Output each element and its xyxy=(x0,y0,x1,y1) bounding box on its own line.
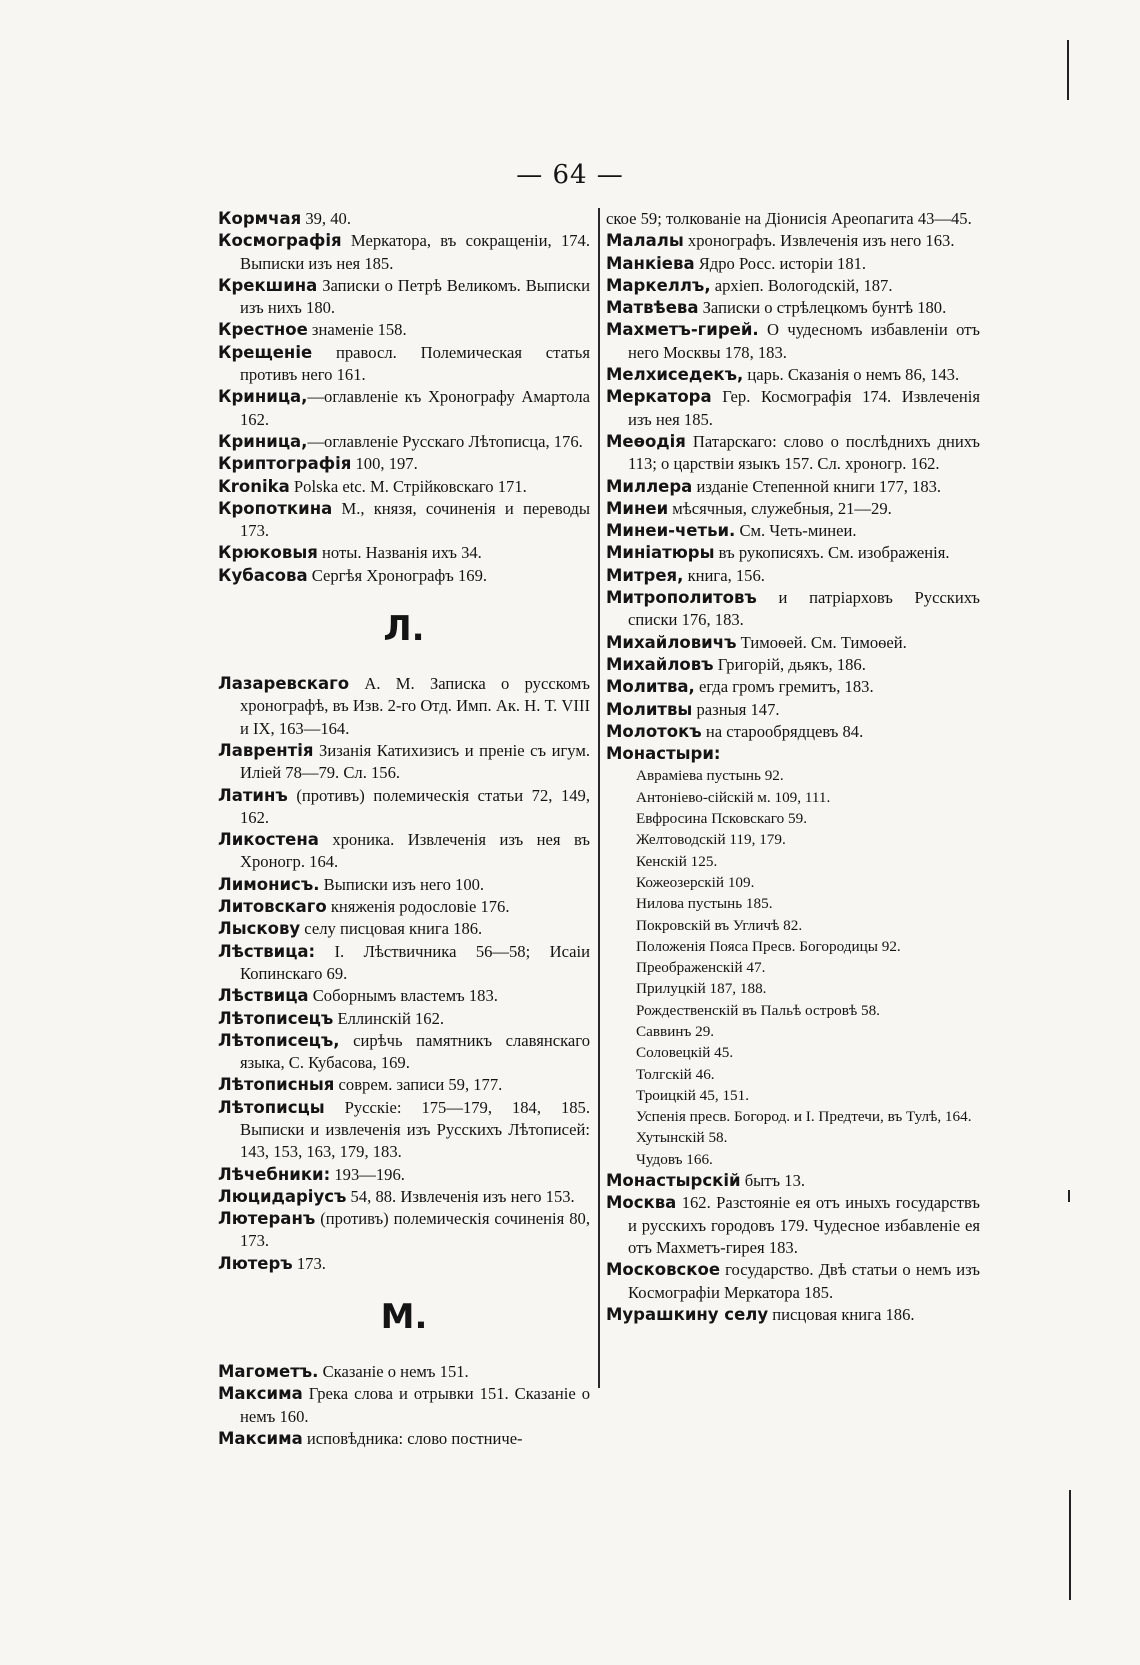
entry-headword: Мурашкину селу xyxy=(606,1304,769,1324)
index-entry xyxy=(218,985,590,1007)
entry-headword: Кропоткина xyxy=(218,498,333,518)
index-entry xyxy=(218,941,590,986)
monastery-item: Евфросина Псковскаго 59. xyxy=(636,810,808,828)
index-entry xyxy=(218,1186,590,1208)
entry-headword: Лаврентія xyxy=(218,740,314,760)
monastery-item: Нилова пустынь 185. xyxy=(636,895,773,913)
entry-text: 54, 88. Извлеченія изъ него 153. xyxy=(346,1186,575,1206)
entry-text: ноты. Названія ихъ 34. xyxy=(317,543,482,563)
entry-text: ское 59; толкованіе на Діонисія Ареопагита 43—45. xyxy=(606,209,972,228)
monastery-item: Хутынскій 58. xyxy=(636,1129,728,1147)
entry-headword: Матвѣева xyxy=(606,298,699,318)
entry-headword: Крюковыя xyxy=(218,543,318,563)
index-entry xyxy=(606,364,980,386)
index-entry xyxy=(218,1383,590,1428)
entry-text: Сказаніе о немъ 151. xyxy=(318,1362,469,1382)
index-entry xyxy=(606,1304,980,1326)
index-entry xyxy=(218,1074,590,1096)
entry-headword: Мелхиседекъ, xyxy=(606,365,744,385)
entry-headword: Лѣтописныя xyxy=(218,1075,335,1095)
entry-headword: Крещеніе xyxy=(218,342,313,362)
entry-text: Выписки изъ него 100. xyxy=(319,874,485,894)
entry-headword: Лѣтописецъ, xyxy=(218,1030,340,1050)
entry-text: Сергѣя Хронографъ 169. xyxy=(307,565,488,585)
entry-headword: Маркеллъ, xyxy=(606,275,711,295)
index-entry xyxy=(606,386,980,431)
index-entry xyxy=(218,498,590,543)
entry-text: 193—196. xyxy=(330,1164,405,1184)
entry-text: царь. Сказанія о немъ 86, 143. xyxy=(743,365,960,385)
left-column xyxy=(218,208,590,1450)
entry-text: хронографъ. Извлеченія изъ него 163. xyxy=(683,231,955,251)
index-entry xyxy=(218,1030,590,1075)
index-entry xyxy=(606,721,980,743)
entry-text: 162. Разстояніе ея отъ иныхъ государствъ и русскихъ городовъ 179. Чудесное избавленіе ея отъ Махметъ-гирея 183. xyxy=(628,1193,980,1257)
entry-headword: Латинъ xyxy=(218,785,288,805)
entry-text: Записки о Петрѣ Великомъ. Выписки изъ нихъ 180. xyxy=(240,275,590,318)
index-entry xyxy=(606,632,980,654)
entry-text: сирѣчь памятникъ славянскаго языка, С. Кубасова, 169. xyxy=(240,1030,590,1073)
monastery-item: Желтоводскій 119, 179. xyxy=(636,831,786,849)
index-entry xyxy=(218,673,590,740)
monastery-item: Положенія Пояса Пресв. Богородицы 92. xyxy=(636,937,901,955)
margin-mark xyxy=(1069,1490,1071,1600)
entries-m xyxy=(218,1361,590,1450)
entry-text: Polska etc. М. Стрійковскаго 171. xyxy=(289,476,527,496)
index-entry xyxy=(218,1208,590,1253)
entry-text: —оглавленіе Русскаго Лѣтописца, 176. xyxy=(307,431,583,451)
entries-right-top xyxy=(606,208,980,765)
index-entry xyxy=(218,342,590,387)
margin-mark xyxy=(1067,40,1069,100)
monastery-item: Саввинъ 29. xyxy=(636,1022,715,1040)
entry-headword: Магометъ. xyxy=(218,1362,319,1382)
entry-headword: Манкіева xyxy=(606,253,695,273)
index-entry xyxy=(606,431,980,476)
monasteries-list xyxy=(606,765,980,1170)
index-entry xyxy=(218,1361,590,1383)
entry-text: —оглавленіе къ Хронографу Амартола 162. xyxy=(240,387,590,429)
index-entry xyxy=(606,542,980,564)
entry-text: писцовая книга 186. xyxy=(768,1304,915,1324)
entry-headword: Люцидаріусъ xyxy=(218,1186,347,1206)
index-entry xyxy=(218,740,590,785)
entry-text: А. М. Записка о русскомъ хронографѣ, въ Изв. 2-го Отд. Имп. Ак. Н. Т. VIII и IX, 163—164. xyxy=(240,674,590,738)
entry-headword: Лыскову xyxy=(218,919,301,939)
entry-headword: Михайловъ xyxy=(606,654,714,674)
index-entry xyxy=(606,253,980,275)
entries-l xyxy=(218,673,590,1275)
right-column xyxy=(606,208,980,1326)
entries-k xyxy=(218,208,590,587)
entry-text: разныя 147. xyxy=(692,699,780,719)
entry-text: Грека слова и отрывки 151. Сказаніе о немъ 160. xyxy=(240,1384,590,1426)
column-divider xyxy=(598,208,600,1388)
entry-text: Ядро Росс. исторіи 181. xyxy=(694,253,867,273)
monastery-item: Прилуцкій 187, 188. xyxy=(636,980,767,998)
entry-text: въ рукописяхъ. См. изображенія. xyxy=(714,543,950,563)
index-entry xyxy=(606,1170,980,1192)
monastery-item: Авраміева пустынь 92. xyxy=(636,767,784,785)
index-entry xyxy=(606,275,980,297)
margin-mark xyxy=(1068,1190,1070,1202)
entry-text: книга, 156. xyxy=(683,565,765,585)
entry-headword: Москва xyxy=(606,1193,677,1213)
index-entry xyxy=(606,297,980,319)
index-entry xyxy=(218,1253,590,1275)
index-entry xyxy=(218,565,590,587)
index-entry xyxy=(218,431,590,453)
monastery-item: Толгскій 46. xyxy=(636,1065,715,1083)
entry-text: 173. xyxy=(292,1253,326,1273)
entry-headword: Космографія xyxy=(218,231,342,251)
entry-headword: Лѣствица xyxy=(218,986,309,1006)
index-entry xyxy=(606,565,980,587)
page-number: — 64 — xyxy=(516,160,624,190)
entries-right-bottom xyxy=(606,1170,980,1326)
entry-text: княженія родословіе 176. xyxy=(326,897,510,917)
entry-headword: Лимонисъ. xyxy=(218,874,320,894)
entry-text: хроника. Извлеченія изъ нея въ Хроногр. 164. xyxy=(240,830,590,872)
monastery-item: Кожеозерскій 109. xyxy=(636,873,755,891)
entry-headword: Ликостена xyxy=(218,830,319,850)
entry-text: Записки о стрѣлецкомъ бунтѣ 180. xyxy=(698,298,947,318)
index-entry xyxy=(606,208,980,230)
entry-text: исповѣдника: слово постниче- xyxy=(302,1428,523,1448)
monastery-item: Рождественскій въ Пальѣ островѣ 58. xyxy=(636,1001,880,1019)
entry-headword: Молитвы xyxy=(606,699,693,719)
entry-headword: Крекшина xyxy=(218,275,318,295)
index-entry xyxy=(218,1428,590,1450)
index-entry xyxy=(606,520,980,542)
index-entry xyxy=(218,275,590,320)
entry-text: (противъ) полемическія статьи 72, 149, 162. xyxy=(240,785,590,827)
entry-text: Еллинскій 162. xyxy=(333,1008,445,1028)
entry-text: Русскіе: 175—179, 184, 185. Выписки и извлеченія изъ Русскихъ Лѣтописей: 143, 153, 163, 179, 183. xyxy=(240,1097,590,1162)
entry-text: Соборнымъ властемъ 183. xyxy=(308,986,498,1006)
entry-text: бытъ 13. xyxy=(740,1171,806,1191)
index-entry xyxy=(606,230,980,252)
entry-text: М., князя, сочиненія и переводы 173. xyxy=(240,498,590,541)
entry-headword: Лазаревскаго xyxy=(218,674,350,694)
entry-text: (противъ) полемическія сочиненія 80, 173. xyxy=(240,1209,590,1251)
monastery-item: Преображенскій 47. xyxy=(636,959,766,977)
entry-headword: Кубасова xyxy=(218,565,308,585)
index-entry xyxy=(218,1164,590,1186)
entry-headword: Монастыри: xyxy=(606,744,721,764)
entry-headword: Kronika xyxy=(218,476,290,496)
index-entry xyxy=(606,319,980,364)
monastery-item: Успенія пресв. Богород. и I. Предтечи, въ Тулѣ, 164. xyxy=(636,1108,972,1126)
entry-headword: Миніатюры xyxy=(606,543,715,563)
monastery-item: Антоніево-сійскій м. 109, 111. xyxy=(636,788,831,806)
index-entry xyxy=(606,476,980,498)
entry-headword: Меѳодія xyxy=(606,431,686,451)
index-entry xyxy=(606,743,980,765)
entry-text: Тимоѳей. См. Тимоѳей. xyxy=(736,632,907,652)
entry-text: 39, 40. xyxy=(301,209,351,228)
entry-text: Гер. Космографія 174. Извлеченія изъ нея 185. xyxy=(628,387,980,429)
entry-headword: Лютеръ xyxy=(218,1253,293,1273)
entry-headword: Лѣтописцы xyxy=(218,1097,325,1117)
entry-headword: Лѣчебники: xyxy=(218,1164,331,1184)
index-entry xyxy=(218,918,590,940)
entry-text: соврем. записи 59, 177. xyxy=(334,1075,503,1095)
entry-headword: Лѣствица: xyxy=(218,941,316,961)
index-entry xyxy=(606,676,980,698)
entry-headword: Криница, xyxy=(218,431,308,451)
index-entry xyxy=(218,476,590,498)
entry-headword: Лютеранъ xyxy=(218,1209,316,1229)
entry-text: См. Четь-минеи. xyxy=(735,521,857,541)
monastery-item: Покровскій въ Угличѣ 82. xyxy=(636,916,803,934)
entry-headword: Максима xyxy=(218,1428,303,1448)
entry-headword: Молитва, xyxy=(606,677,695,697)
entry-headword: Молотокъ xyxy=(606,721,702,741)
entry-text: селу писцовая книга 186. xyxy=(300,919,483,939)
entry-headword: Михайловичъ xyxy=(606,632,737,652)
index-entry xyxy=(218,1008,590,1030)
entry-text: Зизанія Катихизисъ и преніе съ игум. Иліей 78—79. Сл. 156. xyxy=(240,740,590,783)
index-entry xyxy=(218,874,590,896)
entry-headword: Крестное xyxy=(218,320,308,340)
entry-headword: Минеи-четьи. xyxy=(606,521,736,541)
index-entry xyxy=(218,319,590,341)
entry-headword: Митрея, xyxy=(606,565,684,585)
entry-text: егда громъ гремитъ, 183. xyxy=(694,677,874,697)
entry-text: Григорій, дьякъ, 186. xyxy=(713,654,866,674)
entry-text: и патріарховъ Русскихъ списки 176, 183. xyxy=(628,588,980,630)
index-entry xyxy=(606,654,980,676)
index-entry xyxy=(218,1097,590,1164)
index-entry xyxy=(218,453,590,475)
monastery-item: Троицкій 45, 151. xyxy=(636,1086,750,1104)
entry-text: государство. Двѣ статьи о немъ изъ Космографіи Меркатора 185. xyxy=(628,1260,980,1302)
entry-text: 100, 197. xyxy=(351,454,418,474)
entry-headword: Криница, xyxy=(218,387,308,407)
entry-headword: Кормчая xyxy=(218,209,302,228)
index-entry xyxy=(218,386,590,431)
section-letter-m: М. xyxy=(380,1297,428,1338)
entry-headword: Миллера xyxy=(606,476,693,496)
entry-text: О чудесномъ избавленіи отъ него Москвы 178, 183. xyxy=(628,320,980,362)
index-entry xyxy=(606,1259,980,1304)
index-entry xyxy=(606,699,980,721)
index-entry xyxy=(218,829,590,874)
monastery-item: Кенскій 125. xyxy=(636,852,718,870)
entry-headword: Литовскаго xyxy=(218,897,327,917)
entry-headword: Минеи xyxy=(606,498,669,518)
entry-text: мѣсячныя, служебныя, 21—29. xyxy=(668,498,892,518)
entry-text: Патарскаго: слово о послѣднихъ днихъ 113; о царствіи языкъ 157. Сл. хроногр. 162. xyxy=(628,431,980,474)
index-entry xyxy=(606,498,980,520)
section-letter-l: Л. xyxy=(383,609,425,650)
entry-text: правосл. Полемическая статья противъ него 161. xyxy=(240,342,590,385)
entry-text: изданіе Степенной книги 177, 183. xyxy=(692,476,942,496)
entry-headword: Меркатора xyxy=(606,387,712,407)
index-entry xyxy=(218,542,590,564)
index-entry xyxy=(218,208,590,230)
index-entry xyxy=(218,230,590,275)
index-entry xyxy=(606,1192,980,1259)
entry-headword: Махметъ-гирей. xyxy=(606,320,759,340)
index-entry xyxy=(218,896,590,918)
monastery-item: Чудовъ 166. xyxy=(636,1150,713,1168)
entry-headword: Монастырскій xyxy=(606,1171,741,1191)
monastery-item: Соловецкій 45. xyxy=(636,1044,734,1062)
entry-text: на старообрядцевъ 84. xyxy=(701,721,864,741)
entry-headword: Максима xyxy=(218,1384,303,1404)
entry-text: Меркатора, въ сокращеніи, 174. Выписки изъ нея 185. xyxy=(240,231,590,273)
index-entry xyxy=(606,587,980,632)
entry-text: I. Лѣствичника 56—58; Исаіи Копинскаго 69. xyxy=(240,941,590,983)
entry-headword: Малалы xyxy=(606,231,684,251)
entry-headword: Криптографія xyxy=(218,454,352,474)
entry-headword: Лѣтописецъ xyxy=(218,1008,334,1028)
entry-text: архіеп. Вологодскій, 187. xyxy=(710,275,893,295)
entry-headword: Московское xyxy=(606,1260,721,1280)
entry-headword: Митрополитовъ xyxy=(606,588,757,608)
entry-text: знаменіе 158. xyxy=(307,320,407,340)
index-entry xyxy=(218,785,590,830)
